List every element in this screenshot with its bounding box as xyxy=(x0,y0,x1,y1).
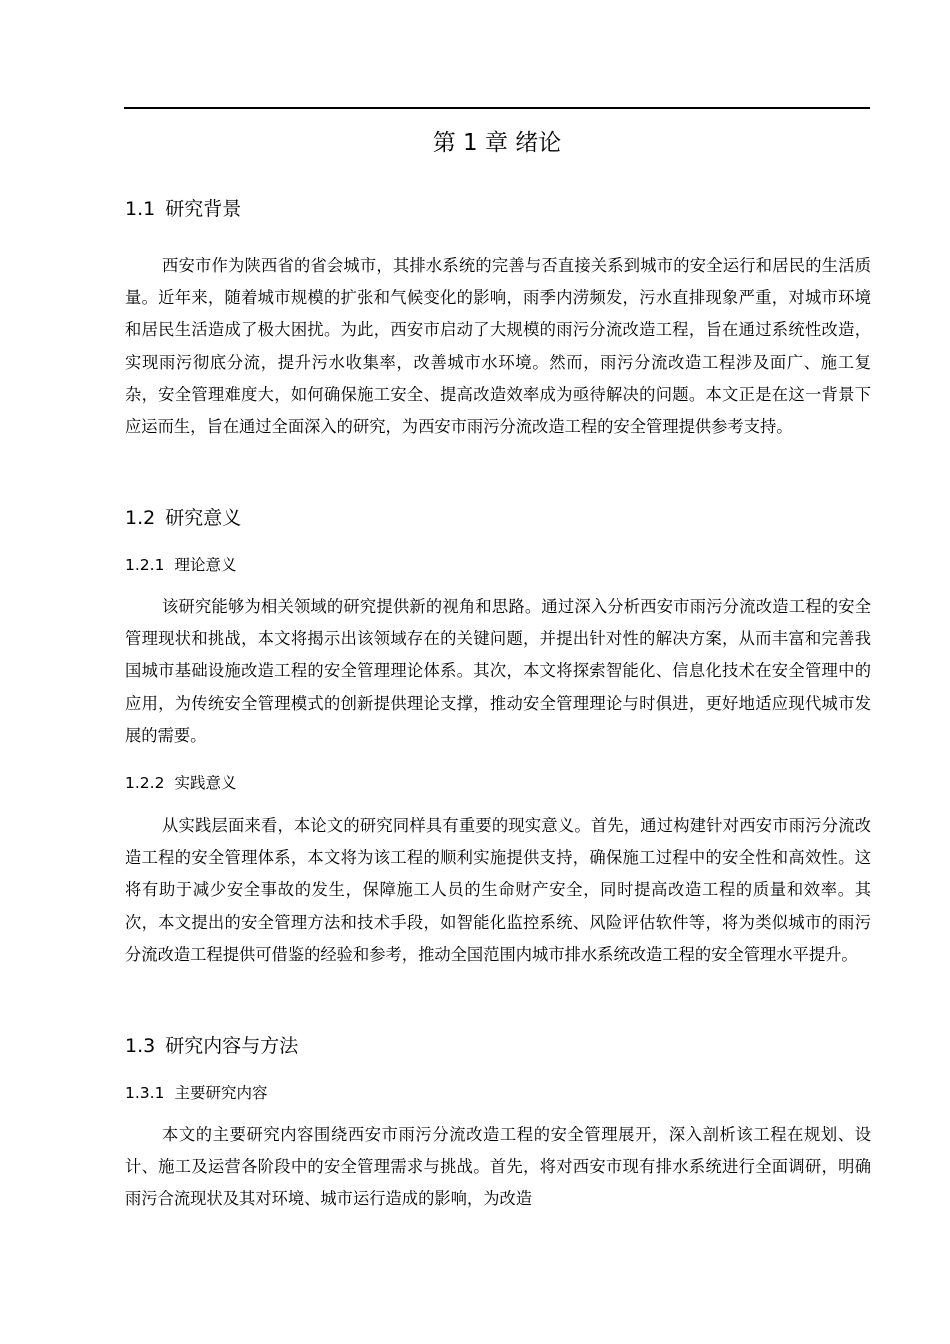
paragraph-theory: 该研究能够为相关领域的研究提供新的视角和思路。通过深入分析西安市雨污分流改造工程的安全管理现状和挑战，本文将揭示出该领域存在的关键问题，并提出针对性的解决方案，从而丰富和完善我国城市基础设施改造工程的安全管理理论体系。其次，本文将探索智能化、信息化技术在安全管理中的应用，为传统安全管理模式的创新提供理论支撑，推动安全管理理论与时俱进，更好地适应现代城市发展的需要。 xyxy=(125,597,871,745)
subsection-number: 1.3.1 xyxy=(125,1084,165,1102)
paragraph-background: 西安市作为陕西省的省会城市，其排水系统的完善与否直接关系到城市的安全运行和居民的生活质量。近年来，随着城市规模的扩张和气候变化的影响，雨季内涝频发，污水直排现象严重，对城市环境和居民生活造成了极大困扰。为此，西安市启动了大规模的雨污分流改造工程，旨在通过系统性改造，实现雨污彻底分流，提升污水收集率，改善城市水环境。然而，雨污分流改造工程涉及面广、施工复杂，安全管理难度大，如何确保施工安全、提高改造效率成为亟待解决的问题。本文正是在这一背景下应运而生，旨在通过全面深入的研究，为西安市雨污分流改造工程的安全管理提供参考支持。 xyxy=(125,256,871,437)
subsection-title: 理论意义 xyxy=(174,556,237,574)
subsection-heading-1-3-1 xyxy=(125,1080,267,1106)
header-rule xyxy=(124,107,870,109)
section-number: 1.1 xyxy=(125,198,156,220)
subsection-title: 主要研究内容 xyxy=(174,1084,268,1102)
subsection-number: 1.2.2 xyxy=(125,774,165,792)
section-heading-1-3 xyxy=(125,1031,298,1061)
subsection-number: 1.2.1 xyxy=(125,556,165,574)
paragraph-practice: 从实践层面来看，本论文的研究同样具有重要的现实意义。首先，通过构建针对西安市雨污分流改造工程的安全管理体系，本文将为该工程的顺利实施提供支持，确保施工过程中的安全性和高效性。这将有助于减少安全事故的发生，保障施工人员的生命财产安全，同时提高改造工程的质量和效率。其次，本文提出的安全管理方法和技术手段，如智能化监控系统、风险评估软件等，将为类似城市的雨污分流改造工程提供可借鉴的经验和参考，推动全国范围内城市排水系统改造工程的安全管理水平提升。 xyxy=(125,816,871,964)
paragraph-main-content: 本文的主要研究内容围绕西安市雨污分流改造工程的安全管理展开，深入剖析该工程在规划、设计、施工及运营各阶段中的安全管理需求与挑战。首先，将对西安市现有排水系统进行全面调研，明确雨污合流现状及其对环境、城市运行造成的影响，为改造 xyxy=(125,1125,871,1209)
section-number: 1.2 xyxy=(125,507,156,529)
subsection-heading-1-2-2 xyxy=(125,770,236,796)
section-title: 研究背景 xyxy=(165,198,242,220)
subsection-title: 实践意义 xyxy=(174,774,237,792)
subsection-heading-1-2-1 xyxy=(125,552,236,578)
section-number: 1.3 xyxy=(125,1035,156,1057)
section-heading-1-1 xyxy=(125,194,241,224)
section-title: 研究内容与方法 xyxy=(165,1035,299,1057)
chapter-title: 第 1 章 绪论 xyxy=(432,130,562,156)
section-heading-1-2 xyxy=(125,503,241,533)
section-title: 研究意义 xyxy=(165,507,242,529)
